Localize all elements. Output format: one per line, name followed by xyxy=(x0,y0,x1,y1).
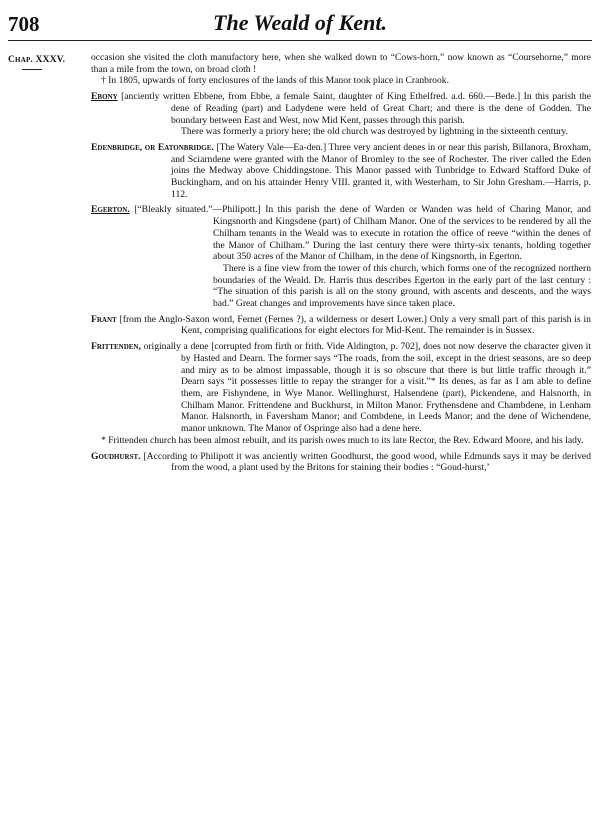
entry-frant xyxy=(91,314,591,337)
header-rule xyxy=(8,40,592,41)
entry-ebony-text2: There was formerly a priory here; the old church was destroyed by lightning in the sixteenth century. xyxy=(181,126,569,138)
entry-ebony xyxy=(91,91,591,126)
entry-egerton xyxy=(91,204,591,263)
entry-ebony-text: [anciently written Ebbene, from Ebbe, a female Saint, daughter of King Ethelfred. a.d. 660.—Bede.] In this parish the dene of Reading (part) and Ladydene were held of Great Chart; and there is the dene of Godden. The boundary between East and West, now Mid Kent, passes through this parish. xyxy=(121,91,591,126)
entry-goudhurst-head: Goudhurst. xyxy=(91,450,141,462)
entry-ebony-head: Ebony xyxy=(91,91,118,103)
page-number: 708 xyxy=(8,12,40,36)
running-title: The Weald of Kent. xyxy=(213,10,387,35)
entry-goudhurst xyxy=(91,451,591,474)
chapter-dash xyxy=(22,69,42,70)
entry-frittenden xyxy=(91,341,591,435)
entry-frant-head: Frant xyxy=(91,313,117,325)
entry-edenbridge-head: Edenbridge, or Eatonbridge. xyxy=(91,141,214,153)
page-body xyxy=(91,52,591,474)
entry-egerton-text2: There is a fine view from the tower of this church, which forms one of the recognized northern boundaries of the Weald. Dr. Harris thus describes Egerton in the early part of the last century : “The situation of this parish is all on the stony ground, with ascents and descents, and the ways bad.” Great changes and improvements have since taken place. xyxy=(213,262,591,310)
entry-frant-text: [from the Anglo-Saxon word, Fernet (Fernes ?), a wilderness or desert Lower.] Only a very small part of this parish is in Kent, comprising qualifications for eight electors for Mid-Kent. The remainder is in Sussex. xyxy=(119,313,591,337)
page-header xyxy=(8,10,592,40)
footnote: * Frittenden church has been almost rebuilt, and its parish owes much to its late Rector, the Rev. Edward Moore, and his lady. xyxy=(101,434,584,446)
entry-egerton-text: [“Bleakly situated.”—Philipott.] In this parish the dene of Warden or Wanden was held of Charing Manor, and Kingsnorth and Kingsdene (part) of Chilham Manor. One of the services to be rendered by all the Chilham tenants in the Weald was to execute in rotation the office of reeve “within the denes of the Manor of Chilham.” During the last century there were thirty-six tenants, holding together about 350 acres of the Manor of Chilham, in the dene of Kingsnorth, in Egerton. xyxy=(134,204,591,263)
entry-edenbridge xyxy=(91,142,591,201)
chapter-label: Chap. XXXV. xyxy=(8,55,66,65)
chapter-marker xyxy=(8,55,88,70)
entry-goudhurst-text: [According to Philipott it was anciently written Goodhurst, the good wood, while Edmunds says it may be derived from the wood, a plant used by the Britons for staining their bodies : “Goud-hurst,’ xyxy=(143,450,591,474)
para-dagger-note: † In 1805, upwards of forty enclosures of the lands of this Manor took place in Cranbrook. xyxy=(101,75,449,87)
para-continuation: occasion she visited the cloth manufactory here, when she walked down to “Cows-horn,” now known as “Coursehorne,” more than a mile from the town, on broad cloth ! xyxy=(91,52,591,75)
entry-frittenden-text: originally a dene [corrupted from firth or frith. Vide Aldington, p. 702], does not now deserve the character given it by Hasted and Dearn. The former says “The roads, from the soil, except in the driest seasons, are so deep and miry as to be almost impassable, though it is so obscure that there is but little traffic through it.” Dearn says “it possesses little to repay the stranger for a visit.”* Its denes, as far as I am able to define them, are Fishyndene, in Wye Manor. Wellinghurst, Halsendene (part), Pickendene, and Halsnorth, in Chilham Manor. Frittendene and Buckhurst, in Milton Manor. Frythensdene and Chambdene, in Lenham Manor. Halsnorth, in Faversham Manor; and Combdene, in Leeds Manor; and the dene of Wichendene, manor unknown. The Manor of Ospringe also had a dene here. xyxy=(143,341,591,435)
entry-frittenden-head: Frittenden, xyxy=(91,341,141,353)
entry-edenbridge-text: [The Watery Vale—Ea-den.] Three very ancient denes in or near this parish, Billanora, Broxham, and Sciarndene were granted with the Manor of Bromley to the see of Rochester. The river called the Eden joins the Medway above Chiddingstone. This Manor passed with Tunbridge to Edward Stafford Duke of Buckingham, and on his attainder Henry VIII. granted it, with Westerham, to Sir John Gresham.—Harris, p. 112. xyxy=(171,141,592,200)
entry-egerton-head: Egerton. xyxy=(91,204,130,216)
